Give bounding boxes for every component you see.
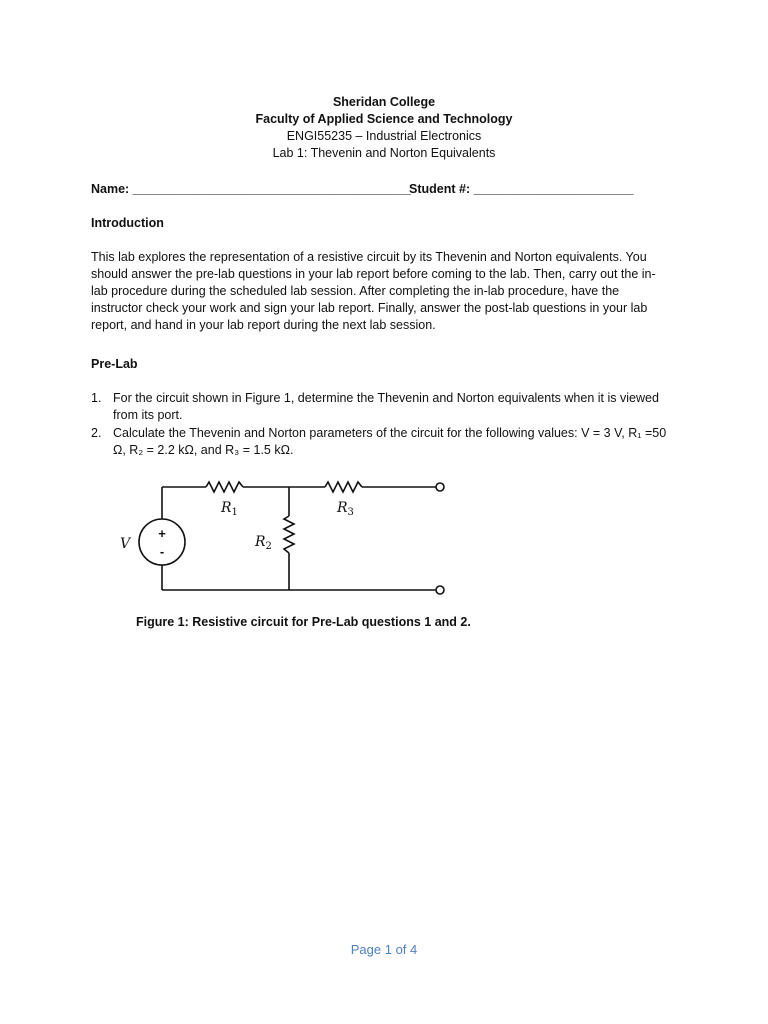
student-field-row (409, 181, 634, 198)
introduction-paragraph (91, 249, 683, 334)
intro-line: should answer the pre-lab questions in your lab report before coming to the lab. Then, carry out the in- (91, 267, 656, 281)
source-label: V (120, 536, 131, 552)
document-header (0, 94, 768, 162)
intro-line: instructor check your work and sign your lab report. Finally, answer the post-lab questions in your lab (91, 301, 648, 315)
intro-line: report, and hand in your lab report during the next lab session. (91, 318, 436, 332)
lab-title: Lab 1: Thevenin and Norton Equivalents (272, 146, 496, 160)
faculty-name: Faculty of Applied Science and Technology (255, 112, 513, 126)
figure-caption: Figure 1: Resistive circuit for Pre-Lab questions 1 and 2. (136, 615, 471, 629)
question-line: from its port. (113, 408, 183, 422)
question-number: 2. (91, 426, 102, 440)
name-label: Name: (91, 182, 130, 196)
question-line: Ω, R₂ = 2.2 kΩ, and R₃ = 1.5 kΩ. (113, 443, 294, 457)
institution-name: Sheridan College (332, 95, 436, 109)
source-minus-sign: - (159, 544, 165, 559)
page-number: Page 1 of 4 (350, 942, 418, 957)
introduction-heading: Introduction (91, 216, 164, 230)
question-number: 1. (91, 391, 102, 405)
course-title: ENGI55235 – Industrial Electronics (286, 129, 482, 143)
intro-line: This lab explores the representation of a resistive circuit by its Thevenin and Norton equivalents. You (91, 250, 647, 264)
resistor-r2 (284, 516, 294, 553)
r3-label: $R_3$ (337, 500, 354, 518)
r1-label: $R_1$ (221, 500, 238, 518)
resistor-r1 (206, 482, 243, 492)
question-line: Calculate the Thevenin and Norton parameters of the circuit for the following values: V = 3 V, R₁ =50 (113, 426, 667, 440)
terminal-top (436, 483, 444, 491)
prelab-heading: Pre-Lab (91, 357, 138, 371)
student-number-blank: _______________________ (473, 182, 634, 196)
terminal-bottom (436, 586, 444, 594)
name-field-row (91, 181, 411, 198)
resistor-r3 (325, 482, 362, 492)
r2-label: $R_2$ (255, 534, 272, 552)
student-number-label: Student #: (409, 182, 471, 196)
circuit-diagram (110, 474, 455, 598)
source-plus-sign: + (158, 526, 166, 541)
intro-line: lab procedure during the scheduled lab session. After completing the in-lab procedure, have the (91, 284, 620, 298)
name-blank: ________________________________________ (132, 182, 411, 196)
question-line: For the circuit shown in Figure 1, determine the Thevenin and Norton equivalents when it is viewed (113, 391, 659, 405)
